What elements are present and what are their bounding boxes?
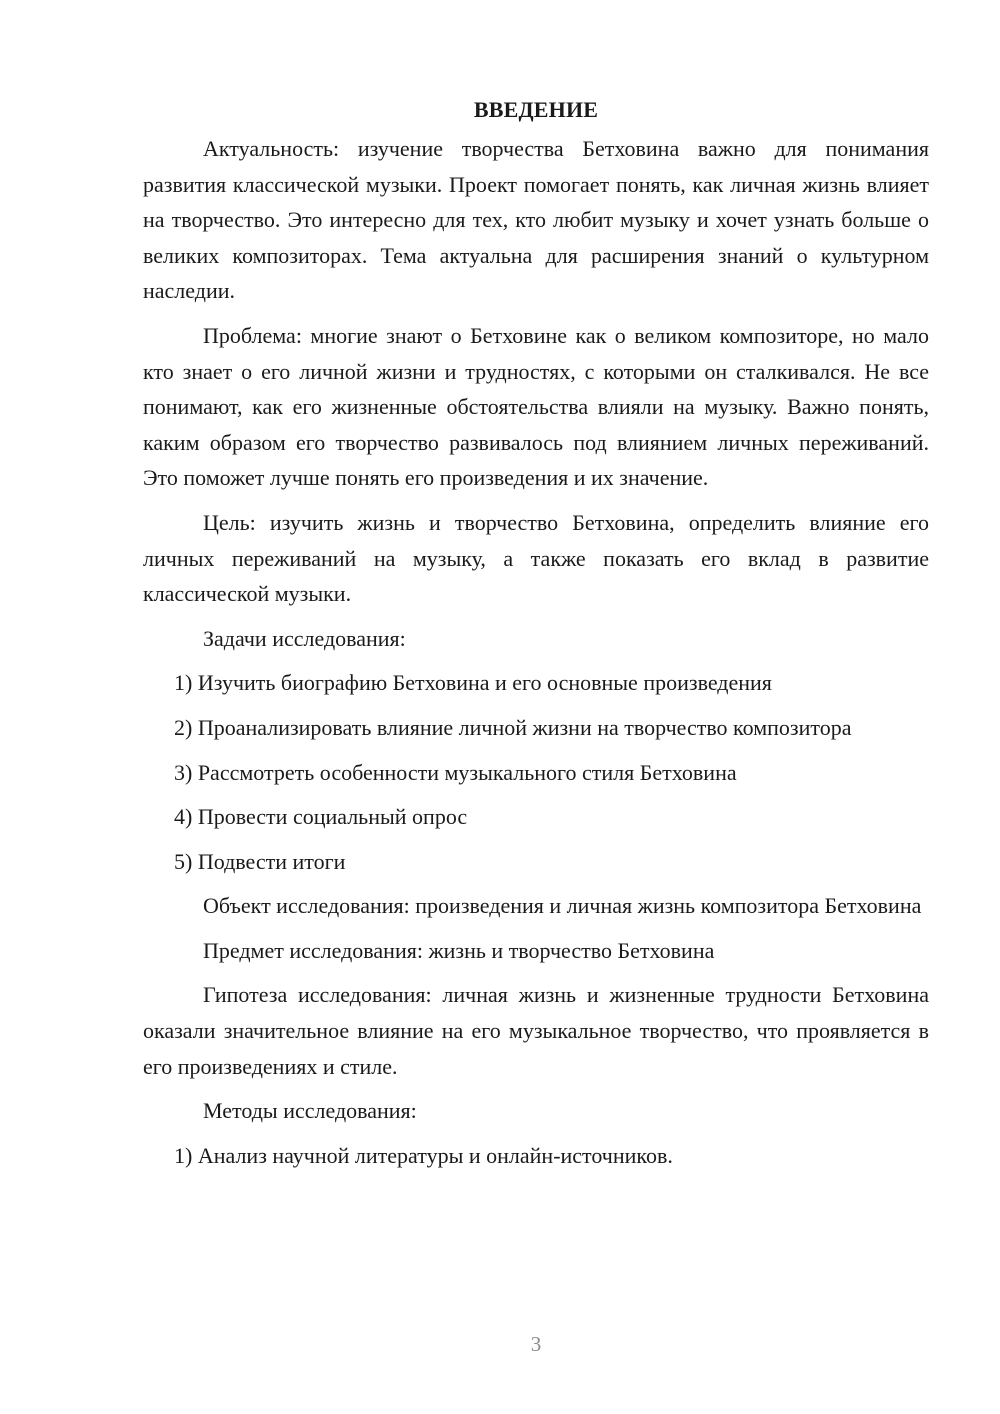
methods-heading: Методы исследования: (203, 1098, 417, 1124)
paragraph-object: Объект исследования: произведения и личная жизнь композитора Бетховина (203, 893, 922, 919)
task-item-1: 1) Изучить биографию Бетховина и его основные произведения (174, 670, 772, 696)
task-item-5: 5) Подвести итоги (174, 848, 346, 874)
paragraph-hypothesis: Гипотеза исследования: личная жизнь и жизненные трудности Бетховина оказали значительное влияние на его музыкальное творчество, что проявляется в его произведениях и стиле. (143, 982, 929, 1079)
paragraph-goal: Цель: изучить жизнь и творчество Бетховина, определить влияние его личных переживаний на музыку, а также показать его вклад в развитие классической музыки. (143, 509, 929, 607)
page-number: 3 (530, 1332, 542, 1356)
tasks-heading: Задачи исследования: (203, 625, 406, 651)
method-item-1: 1) Анализ научной литературы и онлайн-источников. (174, 1142, 673, 1168)
paragraph-actuality: Актуальность: изучение творчества Бетховина важно для понимания развития классической музыки. Проект помогает понять, как личная жизнь влияет на творчество. Это интересно для тех, кто любит музыку и хочет узнать больше о великих композиторах. Тема актуальна для расширения знаний о культурном наследии. (143, 136, 929, 304)
page-title: ВВЕДЕНИЕ (473, 97, 599, 122)
task-item-2: 2) Проанализировать влияние личной жизни на творчество композитора (174, 714, 852, 740)
task-item-3: 3) Рассмотреть особенности музыкального стиля Бетховина (174, 759, 737, 785)
paragraph-subject: Предмет исследования: жизнь и творчество Бетховина (203, 937, 715, 963)
paragraph-problem: Проблема: многие знают о Бетховине как о великом композиторе, но мало кто знает о его личной жизни и трудностях, с которыми он сталкивался. Не все понимают, как его жизненные обстоятельства влияли на музыку. Важно понять, каким образом его творчество развивалось под влиянием личных переживаний. Это поможет лучше понять его произведения и их значение. (143, 322, 929, 491)
document-page (143, 92, 929, 1182)
task-item-4: 4) Провести социальный опрос (174, 804, 468, 830)
